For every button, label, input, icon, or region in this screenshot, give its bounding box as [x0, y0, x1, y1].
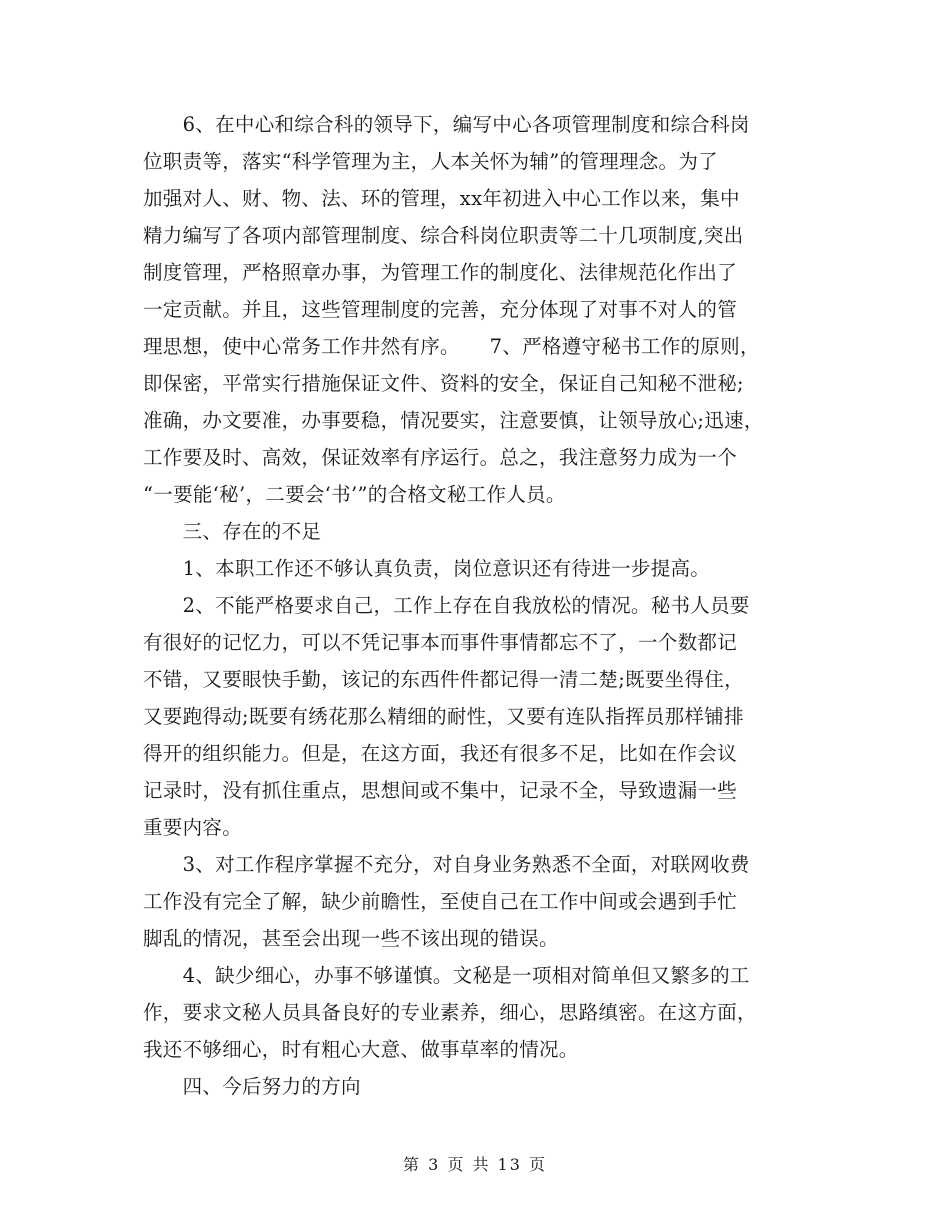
- body-text-line: “一要能‘秘’，二要会‘书’”的合格文秘工作人员。: [143, 483, 566, 506]
- body-text-line: 6、在中心和综合科的领导下，编写中心各项管理制度和综合科岗: [143, 113, 750, 136]
- body-text-line: 4、缺少细心，办事不够谨慎。文秘是一项相对简单但又繁多的工: [143, 964, 750, 987]
- body-text-line: 1、本职工作还不够认真负责，岗位意识还有待进一步提高。: [143, 557, 711, 580]
- body-text-line: 记录时，没有抓住重点，思想间或不集中，记录不全，导致遗漏一些: [143, 779, 738, 802]
- body-text-line: 加强对人、财、物、法、环的管理，xx年初进入中心工作以来，集中: [143, 187, 740, 210]
- body-text-line: 作，要求文秘人员具备良好的专业素养，细心，思路缜密。在这方面，: [143, 1001, 757, 1024]
- body-text-line: 我还不够细心，时有粗心大意、做事草率的情况。: [143, 1038, 579, 1061]
- body-text-line: 不错，又要眼快手勤，该记的东西件件都记得一清二楚;既要坐得住，: [143, 668, 744, 691]
- body-text-line: 有很好的记忆力，可以不凭记事本而事件事情都忘不了，一个数都记: [143, 631, 738, 654]
- body-text-line: 工作没有完全了解，缺少前瞻性，至使自己在工作中间或会遇到手忙: [143, 890, 738, 913]
- body-text-line: 制度管理，严格照章办事，为管理工作的制度化、法律规范化作出了: [143, 261, 738, 284]
- body-text-line: 2、不能严格要求自己，工作上存在自我放松的情况。秘书人员要: [143, 594, 750, 617]
- body-text-line: 脚乱的情况，甚至会出现一些不该出现的错误。: [143, 927, 559, 950]
- page-number: 第 3 页 共 13 页: [403, 1155, 547, 1174]
- body-text-line: 精力编写了各项内部管理制度、综合科岗位职责等二十几项制度,突出: [143, 224, 744, 247]
- body-text-line: 即保密，平常实行措施保证文件、资料的安全，保证自己知秘不泄秘;: [143, 372, 744, 395]
- body-text-line: 位职责等，落实“科学管理为主，人本关怀为辅”的管理理念。为了: [143, 150, 718, 173]
- section-heading: 四、今后努力的方向: [143, 1075, 361, 1098]
- body-text-line: 3、对工作程序掌握不充分，对自身业务熟悉不全面，对联网收费: [143, 853, 750, 876]
- body-text-line: 得开的组织能力。但是，在这方面，我还有很多不足，比如在作会议: [143, 742, 738, 765]
- section-heading: 三、存在的不足: [143, 520, 322, 543]
- body-text-line: 一定贡献。并且，这些管理制度的完善，充分体现了对事不对人的管: [143, 298, 738, 321]
- body-text-line: 工作要及时、高效，保证效率有序运行。总之，我注意努力成为一个: [143, 446, 738, 469]
- body-text-line: 准确，办文要准，办事要稳，情况要实，注意要慎，让领导放心;迅速，: [143, 409, 764, 432]
- body-text-line: 理思想，使中心常务工作井然有序。 7、严格遵守秘书工作的原则，: [143, 335, 760, 358]
- body-text-line: 重要内容。: [143, 816, 243, 839]
- body-text-line: 又要跑得动;既要有绣花那么精细的耐性，又要有连队指挥员那样铺排: [143, 705, 744, 728]
